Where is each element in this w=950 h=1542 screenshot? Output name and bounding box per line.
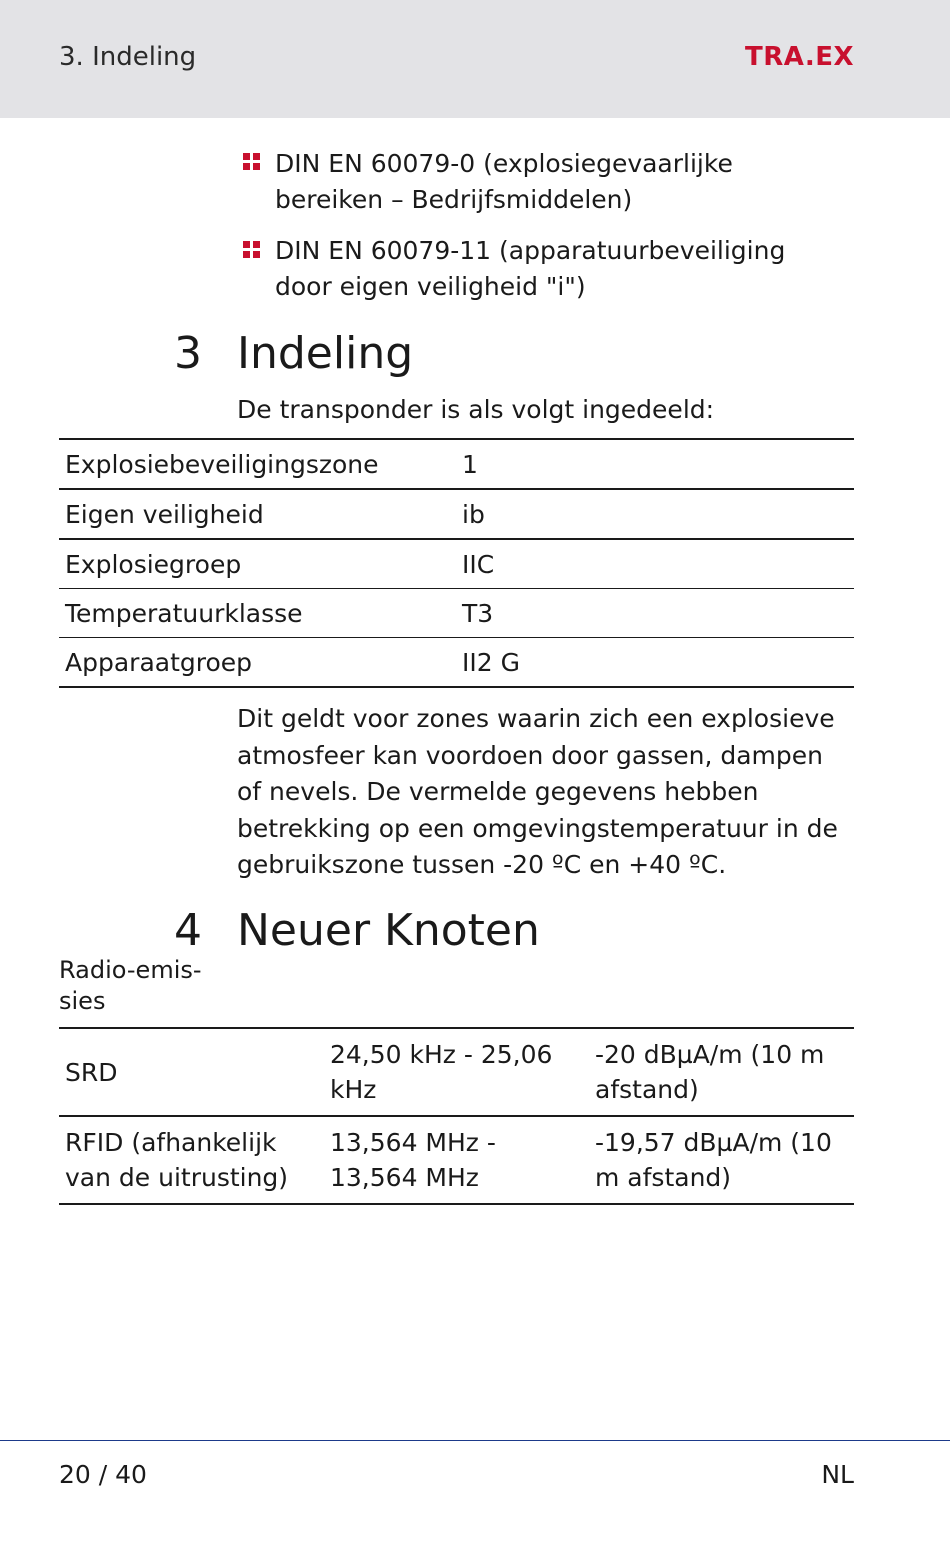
section-note: Dit geldt voor zones waarin zich een explosieve atmosfeer kan voordoen door gassen, dampen of nevels. De vermelde gegevens hebben betrekking op een omgevingstemperatuur in de gebruikszone tussen -20 ºC en +40 ºC.: [237, 704, 838, 879]
table-row: [59, 439, 854, 489]
footer-divider: [0, 1440, 950, 1441]
table-row: [59, 638, 854, 688]
bullet-item: DIN EN 60079-0 (explosiegevaarlijke bereiken – Bedrijfsmiddelen): [275, 149, 733, 214]
table-row: [59, 1116, 854, 1204]
row-value: T3: [456, 589, 854, 638]
emission-range: 24,50 kHz - 25,06 kHz: [324, 1028, 589, 1116]
table-row: [59, 539, 854, 589]
emission-range: 13,564 MHz - 13,564 MHz: [324, 1116, 589, 1204]
section-title: Indeling: [237, 328, 414, 379]
row-label: Explosiegroep: [59, 539, 456, 589]
section-number: 4: [174, 905, 202, 956]
bullet-icon: [243, 241, 261, 259]
bullet-item: DIN EN 60079-11 (apparatuurbeveiliging door eigen veiligheid "i"): [275, 236, 786, 301]
row-label: Temperatuurklasse: [59, 589, 456, 638]
section-number: 3: [174, 328, 202, 379]
radio-emissions-label: Radio-emis-sies: [59, 956, 202, 1015]
row-label: Explosiebeveiligingszone: [59, 439, 456, 489]
table-row: [59, 589, 854, 638]
page-number: 20 / 40: [59, 1460, 147, 1489]
classification-table: [59, 438, 854, 688]
emission-level: -19,57 dBµA/m (10 m afstand): [589, 1116, 854, 1204]
row-label: Apparaatgroep: [59, 638, 456, 688]
header-section-title: 3. Indeling: [59, 42, 197, 72]
row-label: Eigen veiligheid: [59, 489, 456, 539]
row-value: ib: [456, 489, 854, 539]
brand-logo: TRA.EX: [744, 42, 854, 72]
section-intro: De transponder is als volgt ingedeeld:: [237, 395, 715, 424]
emission-name: RFID (afhankelijk van de uitrusting): [59, 1116, 324, 1204]
section-title: Neuer Knoten: [237, 905, 540, 956]
table-row: [59, 1028, 854, 1116]
emission-name: SRD: [59, 1028, 324, 1116]
page-header: [0, 0, 950, 118]
row-value: IIC: [456, 539, 854, 589]
row-value: II2 G: [456, 638, 854, 688]
language-code: NL: [821, 1460, 854, 1489]
bullet-icon: [243, 153, 261, 171]
row-value: 1: [456, 439, 854, 489]
emission-level: -20 dBµA/m (10 m afstand): [589, 1028, 854, 1116]
radio-emissions-table: [59, 1027, 854, 1205]
table-row: [59, 489, 854, 539]
